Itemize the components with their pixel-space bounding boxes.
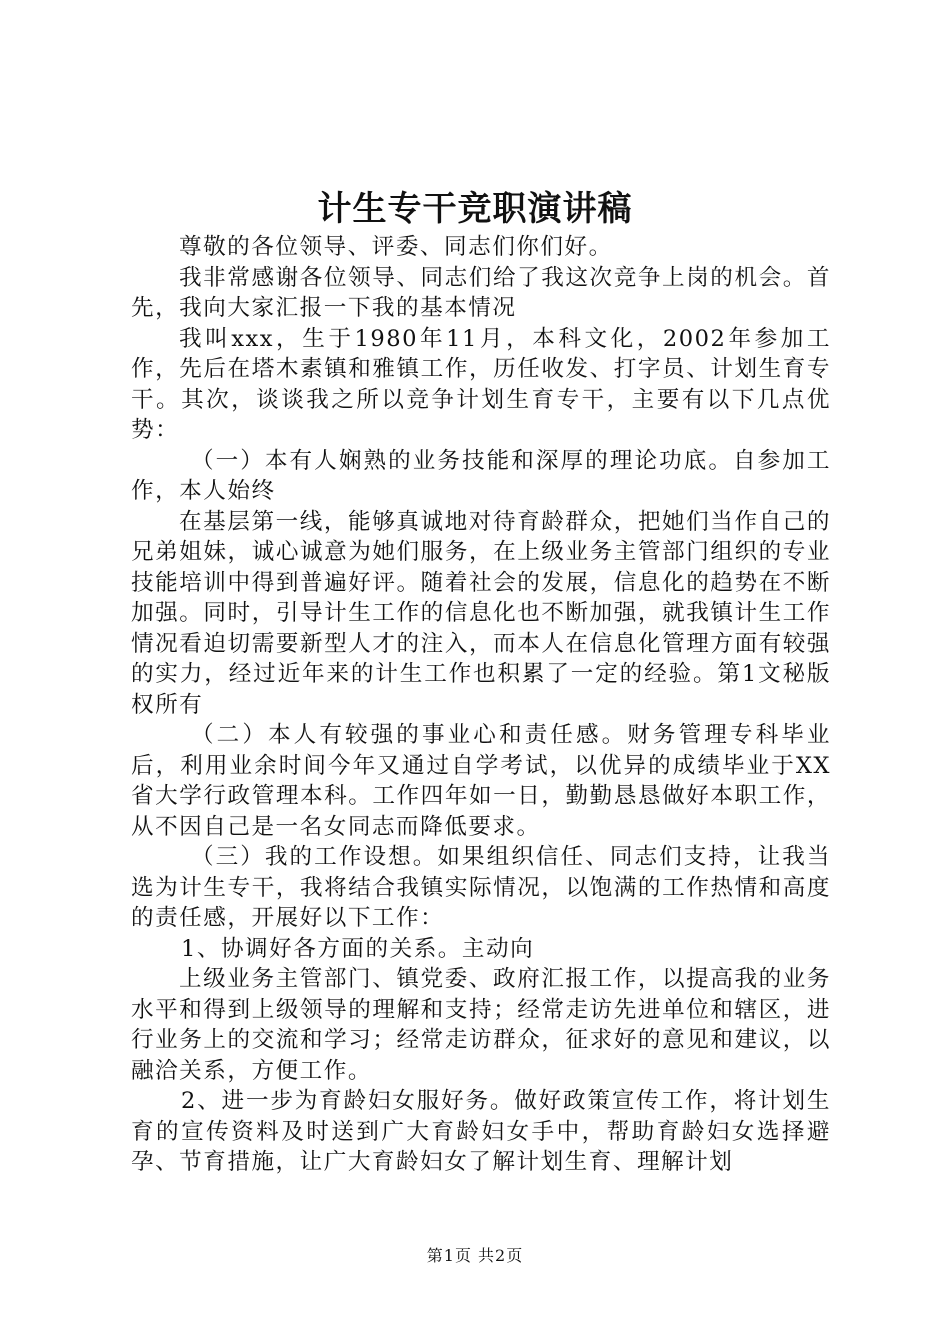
- paragraph-thanks: 我非常感谢各位领导、同志们给了我这次竞争上岗的机会。首先，我向大家汇报一下我的基本情况: [131, 264, 831, 321]
- paragraph-introduction: 我叫xxx，生于1980年11月，本科文化，2002年参加工作，先后在塔木素镇和雅镇工作，历任收发、打字员、计划生育专干。其次，谈谈我之所以竞争计划生育专干，主要有以下几点优势：: [131, 325, 831, 443]
- paragraph-plan-item-one: 1、协调好各方面的关系。主动向: [181, 935, 535, 962]
- paragraph-advantage-two: （二）本人有较强的事业心和责任感。财务管理专科毕业后，利用业余时间今年又通过自学考试，以优异的成绩毕业于XX省大学行政管理本科。工作四年如一日，勤勤恳恳做好本职工作，从不因自己是一名女同志而降低要求。: [131, 722, 831, 840]
- paragraph-plan-item-one-detail: 上级业务主管部门、镇党委、政府汇报工作，以提高我的业务水平和得到上级领导的理解和支持；经常走访先进单位和辖区，进行业务上的交流和学习；经常走访群众，征求好的意见和建议，以融洽关系，方便工作。: [131, 966, 831, 1084]
- paragraph-work-plan: （三）我的工作设想。如果组织信任、同志们支持，让我当选为计生专干，我将结合我镇实际情况，以饱满的工作热情和高度的责任感，开展好以下工作：: [131, 844, 831, 931]
- paragraph-greeting: 尊敬的各位领导、评委、同志们你们好。: [179, 234, 613, 260]
- document-title: 计生专干竞职演讲稿: [317, 189, 633, 229]
- paragraph-grassroots-work: 在基层第一线，能够真诚地对待育龄群众，把她们当作自己的兄弟姐妹，诚心诚意为她们服务，在上级业务主管部门组织的专业技能培训中得到普遍好评。随着社会的发展，信息化的趋势在不断加强。同时，引导计生工作的信息化也不断加强，就我镇计生工作情况看迫切需要新型人才的注入，而本人在信息化管理方面有较强的实力，经过近年来的计生工作也积累了一定的经验。第1文秘版权所有: [131, 508, 831, 718]
- page-footer: 第1页 共2页: [426, 1246, 524, 1265]
- document-body: [131, 232, 831, 1178]
- paragraph-plan-item-two: 2、进一步为育龄妇女服好务。做好政策宣传工作，将计划生育的宣传资料及时送到广大育龄妇女手中，帮助育龄妇女选择避孕、节育措施，让广大育龄妇女了解计划生育、理解计划: [131, 1088, 831, 1175]
- paragraph-advantage-one: （一）本有人娴熟的业务技能和深厚的理论功底。自参加工作，本人始终: [131, 447, 831, 504]
